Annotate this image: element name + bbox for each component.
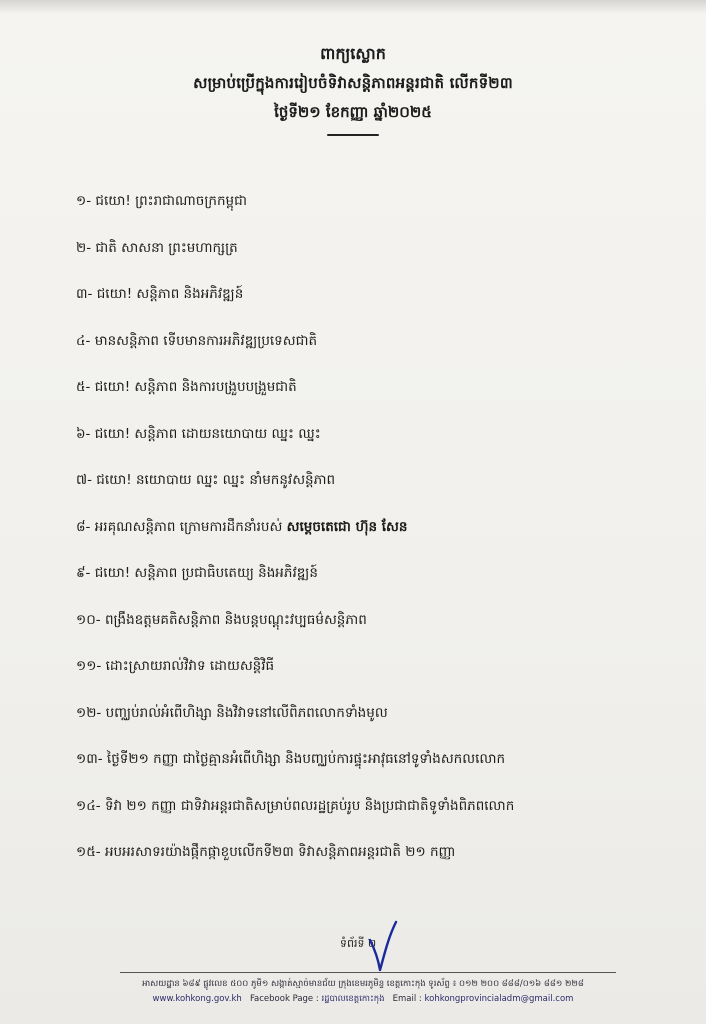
scan-top-shadow bbox=[0, 0, 706, 14]
slogan-emphasis: សម្តេចតេជោ ហ៊ុន សែន bbox=[286, 518, 408, 535]
slogan-list bbox=[76, 186, 636, 884]
list-item bbox=[76, 651, 636, 698]
list-item bbox=[76, 419, 636, 466]
slogan-number: ១០- bbox=[76, 611, 101, 628]
slogan-number: ៨- bbox=[76, 518, 91, 535]
slogan-text: ទិវា ២១ កញ្ញា ជាទិវាអន្តរជាតិសម្រាប់ពលរដ្ឋគ្រប់រូប និងប្រជាជាតិទូទាំងពិភពលោក bbox=[104, 797, 515, 814]
facebook-label: Facebook Page : bbox=[249, 994, 319, 1004]
slogan-text: មានសន្តិភាព ទើបមានការអភិវឌ្ឍប្រទេសជាតិ bbox=[94, 332, 318, 349]
list-item bbox=[76, 605, 636, 652]
list-item bbox=[76, 186, 636, 233]
document-footer bbox=[100, 977, 626, 1007]
slogan-number: ១១- bbox=[76, 658, 102, 674]
slogan-text: ពង្រឹងឧត្តមគតិសន្តិភាព និងបន្តបណ្តុះវប្បធម៌សន្តិភាព bbox=[104, 611, 367, 628]
list-item bbox=[76, 512, 636, 559]
slogan-text: អរគុណសន្តិភាព ក្រោមការដឹកនាំរបស់ bbox=[94, 518, 283, 535]
slogan-number: ១៥- bbox=[76, 844, 101, 860]
slogan-text: អបអរសាទរយ៉ាងផ្កឹកផ្កាខួបលើកទី២៣ ទិវាសន្តិភាពអន្តរជាតិ ២១ កញ្ញា bbox=[104, 844, 456, 860]
slogan-number: ៧- bbox=[76, 472, 92, 488]
slogan-text: ដោះស្រាយរាល់វិវាទ ដោយសន្តិវិធី bbox=[105, 658, 275, 674]
slogan-number: ១៤- bbox=[76, 797, 101, 814]
header-divider bbox=[327, 134, 379, 136]
slogan-text: ជយោ! សន្តិភាព និងអភិវឌ្ឍន៍ bbox=[96, 286, 244, 302]
list-item bbox=[76, 465, 636, 512]
footer-contacts bbox=[100, 992, 626, 1007]
slogan-number: ១២- bbox=[76, 704, 102, 721]
list-item bbox=[76, 372, 636, 419]
slogan-number: ១៣- bbox=[76, 751, 103, 767]
email-link[interactable]: kohkongprovincialadm@gmail.com bbox=[424, 994, 574, 1004]
slogan-number: ១- bbox=[76, 193, 92, 209]
footer-divider bbox=[120, 972, 616, 973]
website-link[interactable]: www.kohkong.gov.kh bbox=[152, 994, 242, 1004]
document-date: ថ្ងៃទី២១ ខែកញ្ញា ឆ្នាំ២០២៥ bbox=[274, 103, 432, 121]
facebook-link[interactable]: រដ្ឋបាលខេត្តកោះកុង bbox=[321, 994, 385, 1004]
slogan-number: ២- bbox=[76, 239, 92, 256]
list-item bbox=[76, 233, 636, 280]
slogan-text: ជយោ! នយោបាយ ឈ្នះ ឈ្នះ នាំមកនូវសន្តិភាព bbox=[96, 472, 336, 488]
slogan-text: ជយោ! សន្តិភាព ដោយនយោបាយ ឈ្នះ ឈ្នះ bbox=[94, 425, 321, 442]
slogan-number: ៤- bbox=[76, 332, 91, 349]
document-header bbox=[0, 40, 706, 136]
page-number: ទំព័រទី ២ bbox=[340, 937, 377, 950]
list-item bbox=[76, 558, 636, 605]
list-item bbox=[76, 744, 636, 791]
slogan-number: ៥- bbox=[76, 379, 91, 395]
email-label: Email : bbox=[392, 994, 422, 1004]
slogan-number: ៩- bbox=[76, 565, 91, 581]
slogan-text: ជយោ! សន្តិភាព ប្រជាធិបតេយ្យ និងអភិវឌ្ឍន៍ bbox=[94, 565, 318, 581]
slogan-text: បញ្ឈប់រាល់អំពើហិង្សា និងវិវាទនៅលើពិភពលោកទាំងមូល bbox=[105, 704, 388, 721]
slogan-text: ជាតិ សាសនា ព្រះមហាក្សត្រ bbox=[95, 239, 238, 256]
document-title: ពាក្យស្លោក bbox=[320, 44, 386, 63]
document-subtitle: សម្រាប់ប្រើក្នុងការរៀបចំទិវាសន្តិភាពអន្តរជាតិ លើកទី២៣ bbox=[193, 74, 513, 92]
list-item bbox=[76, 698, 636, 745]
list-item bbox=[76, 791, 636, 838]
list-item bbox=[76, 837, 636, 884]
footer-address: អាសយដ្ឋាន ៦៨៩ ផ្លូវលេខ ៥០០ ភូមិ១ សង្កាត់ស្មាច់មានជ័យ ក្រុងខេមរភូមិន្ទ ខេត្តកោះកុង ទូរស័ព្ទ ៖ ០១២ ២០០ ៨៨៨/០១៦ ៨៨១ ២២៨ bbox=[142, 979, 584, 989]
slogan-number: ៦- bbox=[76, 425, 91, 442]
list-item bbox=[76, 326, 636, 373]
slogan-text: ជយោ! ព្រះរាជាណាចក្រកម្ពុជា bbox=[95, 193, 247, 209]
signature-mark bbox=[366, 918, 400, 974]
slogan-text: ជយោ! សន្តិភាព និងការបង្រួបបង្រួមជាតិ bbox=[94, 379, 297, 395]
slogan-number: ៣- bbox=[76, 286, 93, 302]
list-item bbox=[76, 279, 636, 326]
slogan-text: ថ្ងៃទី២១ កញ្ញា ជាថ្ងៃគ្មានអំពើហិង្សា និងបញ្ឈប់ការផ្ទុះអាវុធនៅទូទាំងសកលលោក bbox=[106, 751, 506, 767]
